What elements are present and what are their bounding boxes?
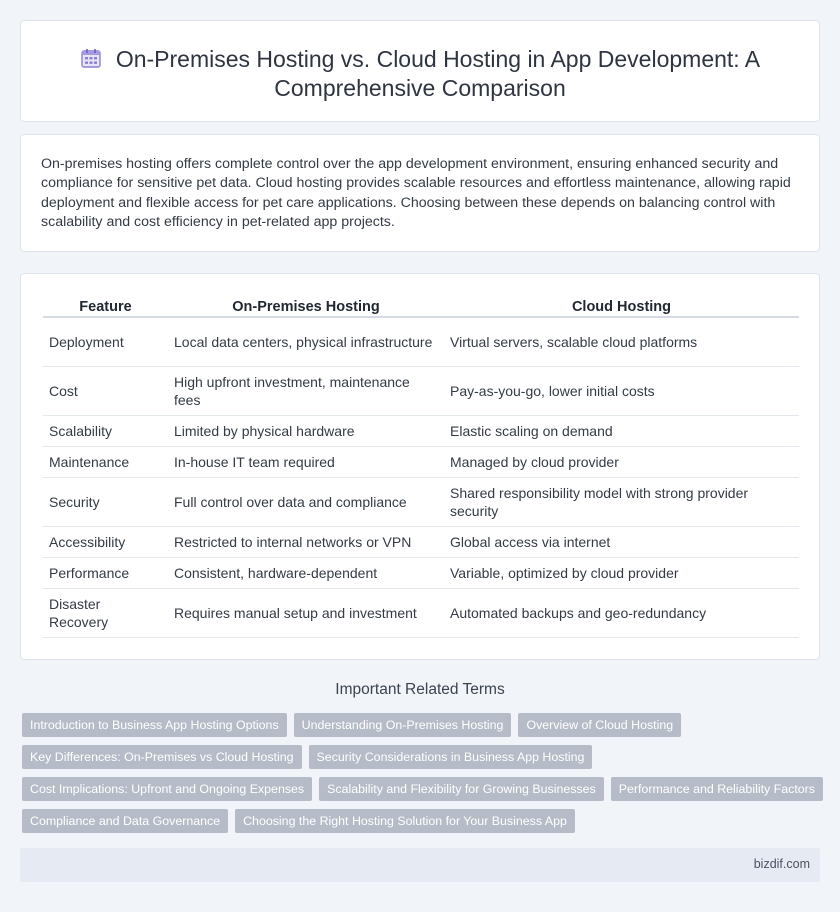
comparison-card xyxy=(20,273,820,660)
header-card xyxy=(20,20,820,122)
related-term-tag[interactable]: Choosing the Right Hosting Solution for Your Business App xyxy=(235,809,575,833)
table-row xyxy=(43,367,799,416)
related-terms-title: Important Related Terms xyxy=(335,681,505,698)
feature-cell: Performance xyxy=(43,558,168,589)
related-terms-tags xyxy=(22,713,822,841)
header-on-premises: On-Premises Hosting xyxy=(168,296,444,318)
feature-cell: Maintenance xyxy=(43,447,168,478)
on-premises-cell: Full control over data and compliance xyxy=(168,478,444,527)
table-row xyxy=(43,318,799,367)
feature-cell: Security xyxy=(43,478,168,527)
table-row xyxy=(43,589,799,638)
cloud-cell: Pay-as-you-go, lower initial costs xyxy=(444,367,799,416)
on-premises-cell: Limited by physical hardware xyxy=(168,416,444,447)
calendar-icon xyxy=(80,47,102,69)
on-premises-cell: Local data centers, physical infrastructure xyxy=(168,318,444,367)
footer xyxy=(20,848,820,882)
related-term-tag[interactable]: Security Considerations in Business App Hosting xyxy=(309,745,593,769)
cloud-cell: Virtual servers, scalable cloud platforms xyxy=(444,318,799,367)
on-premises-cell: High upfront investment, maintenance fees xyxy=(168,367,444,416)
intro-card xyxy=(20,134,820,252)
on-premises-cell: Restricted to internal networks or VPN xyxy=(168,527,444,558)
feature-cell: Scalability xyxy=(43,416,168,447)
related-term-tag[interactable]: Scalability and Flexibility for Growing Businesses xyxy=(319,777,604,801)
intro-paragraph: On-premises hosting offers complete control over the app development environment, ensuring enhanced security and compliance for sensitive pet data. Cloud hosting provides scalable resources and effortless maintenance, allowing rapid deployment and flexible access for pet care applications. Choosing between these depends on balancing control with scalability and cost efficiency in pet-related app projects. xyxy=(41,156,791,231)
table-row xyxy=(43,478,799,527)
tag-row xyxy=(22,745,822,769)
cloud-cell: Variable, optimized by cloud provider xyxy=(444,558,799,589)
table-row xyxy=(43,447,799,478)
cloud-cell: Shared responsibility model with strong provider security xyxy=(444,478,799,527)
cloud-cell: Elastic scaling on demand xyxy=(444,416,799,447)
on-premises-cell: Requires manual setup and investment xyxy=(168,589,444,638)
footer-brand[interactable]: bizdif.com xyxy=(753,857,810,871)
tag-row xyxy=(22,809,822,833)
page-title: On-Premises Hosting vs. Cloud Hosting in App Development: A Comprehensive Comparison xyxy=(115,46,761,101)
table-row xyxy=(43,527,799,558)
feature-cell: Deployment xyxy=(43,318,168,367)
table-row xyxy=(43,558,799,589)
header-feature: Feature xyxy=(43,296,168,318)
title-wrap xyxy=(61,45,779,103)
related-term-tag[interactable]: Compliance and Data Governance xyxy=(22,809,228,833)
table-header-row xyxy=(43,296,799,318)
feature-cell: Cost xyxy=(43,367,168,416)
cloud-cell: Global access via internet xyxy=(444,527,799,558)
comparison-table xyxy=(43,296,799,638)
on-premises-cell: In-house IT team required xyxy=(168,447,444,478)
related-term-tag[interactable]: Introduction to Business App Hosting Options xyxy=(22,713,287,737)
cloud-cell: Automated backups and geo-redundancy xyxy=(444,589,799,638)
on-premises-cell: Consistent, hardware-dependent xyxy=(168,558,444,589)
tag-row xyxy=(22,777,822,801)
related-term-tag[interactable]: Performance and Reliability Factors xyxy=(611,777,823,801)
feature-cell: Disaster Recovery xyxy=(43,589,168,638)
table-row xyxy=(43,416,799,447)
cloud-cell: Managed by cloud provider xyxy=(444,447,799,478)
related-term-tag[interactable]: Key Differences: On-Premises vs Cloud Hosting xyxy=(22,745,302,769)
tag-row xyxy=(22,713,822,737)
related-term-tag[interactable]: Overview of Cloud Hosting xyxy=(518,713,681,737)
related-term-tag[interactable]: Cost Implications: Upfront and Ongoing Expenses xyxy=(22,777,312,801)
related-term-tag[interactable]: Understanding On-Premises Hosting xyxy=(294,713,512,737)
header-cloud: Cloud Hosting xyxy=(444,296,799,318)
feature-cell: Accessibility xyxy=(43,527,168,558)
